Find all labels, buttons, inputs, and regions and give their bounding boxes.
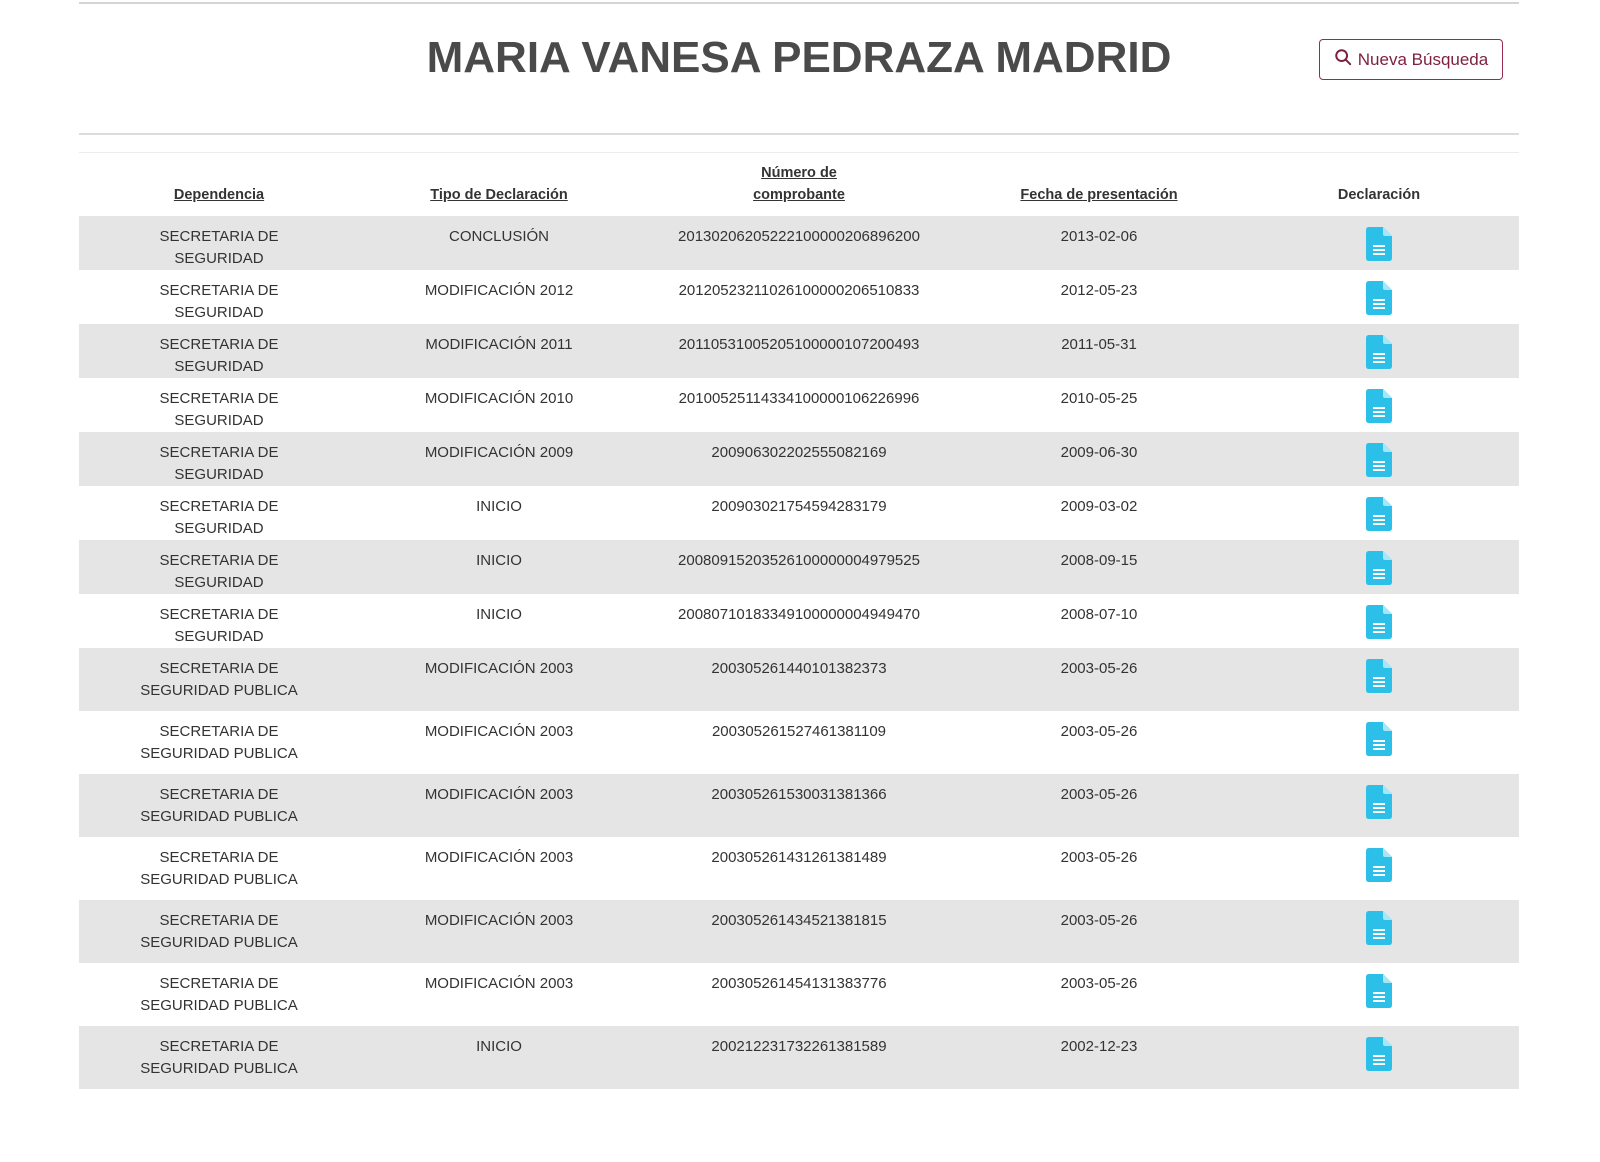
cell-tipo: INICIO (476, 1038, 522, 1055)
table-row (79, 1026, 1519, 1089)
cell-fecha: 2003-05-26 (1060, 660, 1138, 677)
cell-tipo: MODIFICACIÓN 2003 (424, 912, 574, 929)
cell-dependencia (79, 324, 359, 378)
table-row (79, 837, 1519, 900)
sort-link-numero-line1[interactable]: Número de (761, 165, 837, 181)
cell-tipo: INICIO (476, 498, 522, 515)
table-row (79, 432, 1519, 486)
document-icon[interactable] (1366, 443, 1392, 477)
cell-declaracion (1239, 648, 1519, 711)
cell-dependencia (79, 711, 359, 774)
dependencia-text: SECRETARIA DE SEGURIDAD PUBLICA (140, 849, 298, 888)
cell-fecha: 2008-07-10 (1060, 606, 1138, 623)
search-icon (1334, 48, 1352, 71)
table-body (79, 216, 1519, 1089)
cell-dependencia (79, 540, 359, 594)
cell-numero: 200212231732261381589 (711, 1038, 887, 1055)
table-row (79, 378, 1519, 432)
table-row (79, 324, 1519, 378)
cell-dependencia (79, 432, 359, 486)
dependencia-text: SECRETARIA DE SEGURIDAD (159, 498, 279, 537)
table-row (79, 774, 1519, 837)
declarations-table (79, 153, 1519, 1089)
cell-fecha: 2003-05-26 (1060, 849, 1138, 866)
document-icon[interactable] (1366, 605, 1392, 639)
dependencia-text: SECRETARIA DE SEGURIDAD (159, 228, 279, 267)
cell-dependencia (79, 774, 359, 837)
cell-fecha: 2009-03-02 (1060, 498, 1138, 515)
header-divider (79, 133, 1519, 135)
cell-numero: 200903021754594283179 (711, 498, 887, 515)
column-header-numero[interactable] (639, 153, 959, 216)
cell-declaracion (1239, 216, 1519, 270)
cell-dependencia (79, 963, 359, 1026)
cell-declaracion (1239, 837, 1519, 900)
document-icon[interactable] (1366, 785, 1392, 819)
document-icon[interactable] (1366, 848, 1392, 882)
cell-declaracion (1239, 1026, 1519, 1089)
cell-tipo: MODIFICACIÓN 2003 (424, 849, 574, 866)
dependencia-text: SECRETARIA DE SEGURIDAD (159, 282, 279, 321)
cell-declaracion (1239, 324, 1519, 378)
dependencia-text: SECRETARIA DE SEGURIDAD PUBLICA (140, 975, 298, 1014)
dependencia-text: SECRETARIA DE SEGURIDAD (159, 444, 279, 483)
cell-declaracion (1239, 900, 1519, 963)
cell-declaracion (1239, 378, 1519, 432)
table-row (79, 270, 1519, 324)
cell-numero: 200305261431261381489 (711, 849, 887, 866)
cell-tipo: MODIFICACIÓN 2009 (424, 444, 574, 461)
cell-dependencia (79, 837, 359, 900)
cell-declaracion (1239, 540, 1519, 594)
cell-fecha: 2010-05-25 (1060, 390, 1138, 407)
cell-tipo: CONCLUSIÓN (448, 228, 549, 245)
cell-numero: 20110531005205100000107200493 (678, 336, 920, 353)
cell-numero: 200305261440101382373 (711, 660, 887, 677)
cell-dependencia (79, 378, 359, 432)
new-search-label: Nueva Búsqueda (1357, 49, 1489, 69)
cell-numero: 20080710183349100000004949470 (678, 606, 920, 623)
sort-link-dependencia[interactable]: Dependencia (173, 187, 265, 203)
cell-declaracion (1239, 963, 1519, 1026)
cell-dependencia (79, 1026, 359, 1089)
cell-fecha: 2009-06-30 (1060, 444, 1138, 461)
page-title: MARIA VANESA PEDRAZA MADRID (426, 33, 1172, 82)
cell-tipo: INICIO (476, 552, 522, 569)
column-header-dependencia[interactable] (79, 153, 359, 216)
document-icon[interactable] (1366, 974, 1392, 1008)
cell-tipo: INICIO (476, 606, 522, 623)
document-icon[interactable] (1366, 281, 1392, 315)
table-row (79, 594, 1519, 648)
dependencia-text: SECRETARIA DE SEGURIDAD PUBLICA (140, 1038, 298, 1077)
cell-declaracion (1239, 594, 1519, 648)
table-row (79, 963, 1519, 1026)
cell-declaracion (1239, 486, 1519, 540)
table-row (79, 711, 1519, 774)
cell-tipo: MODIFICACIÓN 2003 (424, 660, 574, 677)
document-icon[interactable] (1366, 551, 1392, 585)
cell-dependencia (79, 900, 359, 963)
cell-numero: 20100525114334100000106226996 (678, 390, 920, 407)
cell-fecha: 2008-09-15 (1060, 552, 1138, 569)
cell-numero: 200305261530031381366 (711, 786, 887, 803)
cell-dependencia (79, 648, 359, 711)
document-icon[interactable] (1366, 659, 1392, 693)
cell-tipo: MODIFICACIÓN 2003 (424, 723, 574, 740)
page-header (79, 4, 1519, 134)
cell-tipo: MODIFICACIÓN 2003 (424, 786, 574, 803)
cell-fecha: 2003-05-26 (1060, 912, 1138, 929)
sort-link-fecha[interactable]: Fecha de presentación (1020, 187, 1178, 203)
cell-fecha: 2011-05-31 (1061, 336, 1137, 353)
document-icon[interactable] (1366, 911, 1392, 945)
column-header-fecha[interactable] (959, 153, 1239, 216)
cell-fecha: 2013-02-06 (1060, 228, 1138, 245)
sort-link-tipo[interactable]: Tipo de Declaración (430, 187, 568, 203)
cell-dependencia (79, 594, 359, 648)
dependencia-text: SECRETARIA DE SEGURIDAD PUBLICA (140, 723, 298, 762)
dependencia-text: SECRETARIA DE SEGURIDAD (159, 336, 279, 375)
cell-declaracion (1239, 774, 1519, 837)
cell-numero: 200305261454131383776 (711, 975, 887, 992)
table-row (79, 648, 1519, 711)
cell-tipo: MODIFICACIÓN 2011 (425, 336, 573, 353)
cell-numero: 20080915203526100000004979525 (678, 552, 920, 569)
column-header-declaracion (1239, 153, 1519, 216)
cell-fecha: 2012-05-23 (1060, 282, 1138, 299)
table-row (79, 540, 1519, 594)
document-icon[interactable] (1366, 722, 1392, 756)
column-header-tipo[interactable] (359, 153, 639, 216)
cell-fecha: 2002-12-23 (1060, 1038, 1138, 1055)
cell-numero: 200305261527461381109 (711, 723, 887, 740)
cell-dependencia (79, 486, 359, 540)
cell-declaracion (1239, 270, 1519, 324)
cell-tipo: MODIFICACIÓN 2003 (424, 975, 574, 992)
document-icon[interactable] (1366, 497, 1392, 531)
cell-tipo: MODIFICACIÓN 2012 (424, 282, 574, 299)
dependencia-text: SECRETARIA DE SEGURIDAD PUBLICA (140, 786, 298, 825)
cell-numero: 20120523211026100000206510833 (678, 282, 920, 299)
dependencia-text: SECRETARIA DE SEGURIDAD (159, 552, 279, 591)
sort-link-numero-line2[interactable]: comprobante (753, 187, 845, 203)
dependencia-text: SECRETARIA DE SEGURIDAD PUBLICA (140, 660, 298, 699)
document-icon[interactable] (1366, 1037, 1392, 1071)
cell-fecha: 2003-05-26 (1060, 786, 1138, 803)
cell-fecha: 2003-05-26 (1060, 975, 1138, 992)
dependencia-text: SECRETARIA DE SEGURIDAD (159, 390, 279, 429)
document-icon[interactable] (1366, 389, 1392, 423)
document-icon[interactable] (1366, 335, 1392, 369)
table-header-row (79, 153, 1519, 216)
cell-declaracion (1239, 432, 1519, 486)
cell-numero: 200906302202555082169 (711, 444, 887, 461)
dependencia-text: SECRETARIA DE SEGURIDAD (159, 606, 279, 645)
table-row (79, 900, 1519, 963)
cell-declaracion (1239, 711, 1519, 774)
table-row (79, 486, 1519, 540)
cell-tipo: MODIFICACIÓN 2010 (424, 390, 574, 407)
new-search-button[interactable] (1319, 39, 1503, 80)
cell-dependencia (79, 216, 359, 270)
declaracion-header-label: Declaración (1337, 187, 1421, 203)
table-row (79, 216, 1519, 270)
document-icon[interactable] (1366, 227, 1392, 261)
dependencia-text: SECRETARIA DE SEGURIDAD PUBLICA (140, 912, 298, 951)
cell-numero: 20130206205222100000206896200 (678, 228, 920, 245)
cell-dependencia (79, 270, 359, 324)
cell-fecha: 2003-05-26 (1060, 723, 1138, 740)
cell-numero: 200305261434521381815 (711, 912, 887, 929)
